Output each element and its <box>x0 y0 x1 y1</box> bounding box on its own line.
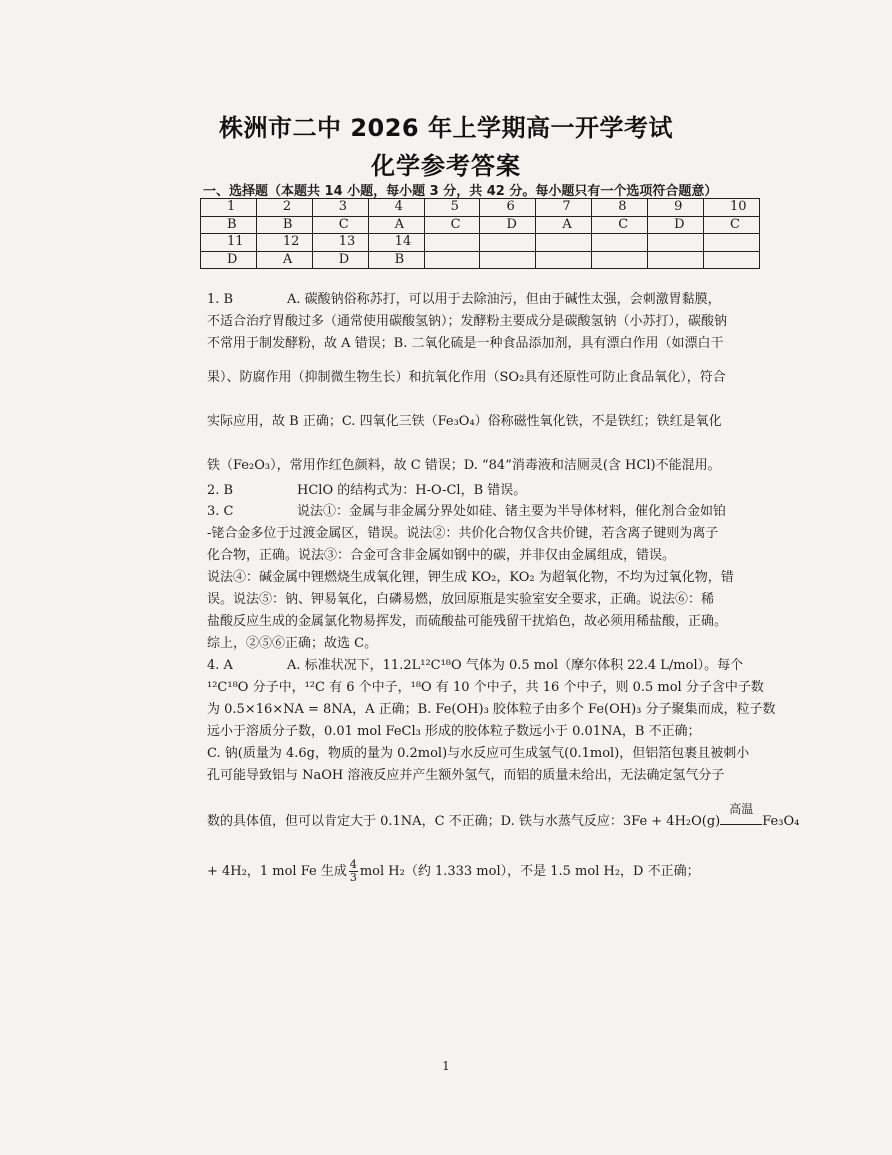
question-number-cell: 14 <box>368 234 424 252</box>
q4-line: 孔可能导致铝与 NaOH 溶液反应并产生额外氢气，而铝的质量未给出，无法确定氢气分子 <box>207 768 725 783</box>
q4-line: 为 0.5×16×NA = 8NA，A 正确；B. Fe(OH)₃ 胶体粒子由多个 Fe(OH)₃ 分子聚集而成，粒子数 <box>207 702 776 717</box>
page-number: 1 <box>442 1059 450 1073</box>
answer-cell <box>536 251 592 269</box>
q4-product: Fe₃O₄ <box>762 814 800 829</box>
q3-line: 说法④：碱金属中锂燃烧生成氧化锂，钾生成 KO₂，KO₂ 为超氧化物，不均为过氧化物，错 <box>207 570 734 585</box>
answer-cell: A <box>368 216 424 234</box>
answer-cell: D <box>480 216 536 234</box>
question-number-cell <box>704 234 760 252</box>
q4-line: ¹²C¹⁸O 分子中，¹²C 有 6 个中子，¹⁸O 有 10 个中子，共 16 个中子，则 0.5 mol 分子含中子数 <box>207 680 764 695</box>
fraction-denominator: 3 <box>349 871 357 884</box>
answer-cell: A <box>256 251 312 269</box>
question-number-cell: 2 <box>256 199 312 217</box>
answer-row <box>201 216 760 234</box>
question-number-cell: 13 <box>312 234 368 252</box>
q1-line: A. 碳酸钠俗称苏打，可以用于去除油污，但由于碱性太强，会刺激胃黏膜， <box>287 292 721 307</box>
fraction <box>349 859 358 884</box>
answer-cell: A <box>536 216 592 234</box>
question-1-explanation <box>207 289 777 477</box>
answer-cell: D <box>201 251 257 269</box>
fraction-numerator: 4 <box>349 858 357 871</box>
condition-label: 高温 <box>729 802 754 816</box>
question-number-cell: 1 <box>201 199 257 217</box>
q1-line: 铁（Fe₂O₃），常用作红色颜料，故 C 错误；D. “84”消毒液和洁厕灵(含 HCl)不能混用。 <box>207 458 721 473</box>
reaction-condition <box>720 802 762 825</box>
question-number-cell: 11 <box>201 234 257 252</box>
answer-row <box>201 251 760 269</box>
question-number-cell: 10 <box>704 199 760 217</box>
q1-line: 实际应用，故 B 正确；C. 四氧化三铁（Fe₃O₄）俗称磁性氧化铁，不是铁红；铁红是氧化 <box>207 414 722 429</box>
question-number-cell: 8 <box>592 199 648 217</box>
answer-cell: C <box>312 216 368 234</box>
q4-number: 4. A <box>207 658 233 673</box>
q3-line: 误。说法⑤：钠、钾易氧化，白磷易燃，放回原瓶是实验室安全要求，正确。说法⑥：稀 <box>207 592 715 607</box>
q2-number: 2. B <box>207 483 234 498</box>
answer-cell: C <box>424 216 480 234</box>
q3-line: 综上，②⑤⑥正确；故选 C。 <box>207 636 378 651</box>
exam-subtitle: 化学参考答案 <box>371 152 521 180</box>
question-number-cell <box>592 234 648 252</box>
answer-table <box>200 198 760 269</box>
answer-cell <box>592 251 648 269</box>
answer-cell: B <box>256 216 312 234</box>
question-number-cell: 7 <box>536 199 592 217</box>
question-2-explanation <box>207 480 777 502</box>
q1-line: 果）、防腐作用（抑制微生物生长）和抗氧化作用（SO₂具有还原性可防止食品氧化），符合 <box>207 370 726 385</box>
q2-line: HClO 的结构式为：H-O-Cl，B 错误。 <box>297 483 527 498</box>
exam-title: 株洲市二中 2026 年上学期高一开学考试 <box>218 114 673 142</box>
q4-line: + 4H₂，1 mol Fe 生成 <box>207 864 347 879</box>
answer-cell: B <box>201 216 257 234</box>
q3-line: -铑合金多位于过渡金属区，错误。说法②：共价化合物仅含共价键，若含离子键则为离子 <box>207 526 719 541</box>
question-number-cell <box>536 234 592 252</box>
question-number-cell: 4 <box>368 199 424 217</box>
q4-line: mol H₂（约 1.333 mol），不是 1.5 mol H₂，D 不正确； <box>359 864 700 879</box>
answer-cell <box>704 251 760 269</box>
answer-cell: C <box>592 216 648 234</box>
question-number-cell <box>424 234 480 252</box>
q4-line: 数的具体值，但可以肯定大于 0.1NA，C 不正确；D. 铁与水蒸气反应：3Fe + 4H₂O(g) <box>207 814 721 829</box>
q3-number: 3. C <box>207 504 234 519</box>
q3-line: 说法①：金属与非金属分界处如硅、锗主要为半导体材料，催化剂合金如铂 <box>297 504 727 519</box>
q3-line: 盐酸反应生成的金属氯化物易挥发，而硫酸盐可能残留干扰焰色，故必须用稀盐酸，正确。 <box>207 614 728 629</box>
question-number-cell <box>648 234 704 252</box>
question-number-cell: 9 <box>648 199 704 217</box>
answer-cell: D <box>312 251 368 269</box>
question-4-explanation <box>207 655 800 884</box>
question-number-cell: 5 <box>424 199 480 217</box>
q4-line: C. 钠(质量为 4.6g，物质的量为 0.2mol)与水反应可生成氢气(0.1mol)，但铝箔包裹且被刺小 <box>207 746 750 761</box>
section-heading: 一、选择题（本题共 14 小题，每小题 3 分，共 42 分。每小题只有一个选项符合题意） <box>203 184 718 199</box>
q4-line: A. 标准状况下，11.2L¹²C¹⁸O 气体为 0.5 mol（摩尔体积 22.4 L/mol）。每个 <box>287 658 744 673</box>
answer-cell: C <box>704 216 760 234</box>
question-number-row <box>201 199 760 217</box>
q1-line: 不常用于制发酵粉，故 A 错误；B. 二氧化硫是一种食品添加剂，具有漂白作用（如漂白干 <box>207 336 724 351</box>
q4-line: 远小于溶质分子数，0.01 mol FeCl₃ 形成的胶体粒子数远小于 0.01NA，B 不正确； <box>207 724 701 739</box>
answer-cell <box>648 251 704 269</box>
question-number-row <box>201 234 760 252</box>
question-number-cell: 6 <box>480 199 536 217</box>
q3-line: 化合物，正确。说法③：合金可含非金属如钢中的碳，并非仅由金属组成，错误。 <box>207 548 676 563</box>
question-number-cell <box>480 234 536 252</box>
question-number-cell: 3 <box>312 199 368 217</box>
q1-number: 1. B <box>207 292 234 307</box>
answer-cell: D <box>648 216 704 234</box>
question-number-cell: 12 <box>256 234 312 252</box>
q1-line: 不适合治疗胃酸过多（通常使用碳酸氢钠）；发酵粉主要成分是碳酸氢钠（小苏打），碳酸钠 <box>207 314 728 329</box>
question-3-explanation <box>207 501 777 655</box>
answer-cell <box>480 251 536 269</box>
answer-cell <box>424 251 480 269</box>
answer-cell: B <box>368 251 424 269</box>
